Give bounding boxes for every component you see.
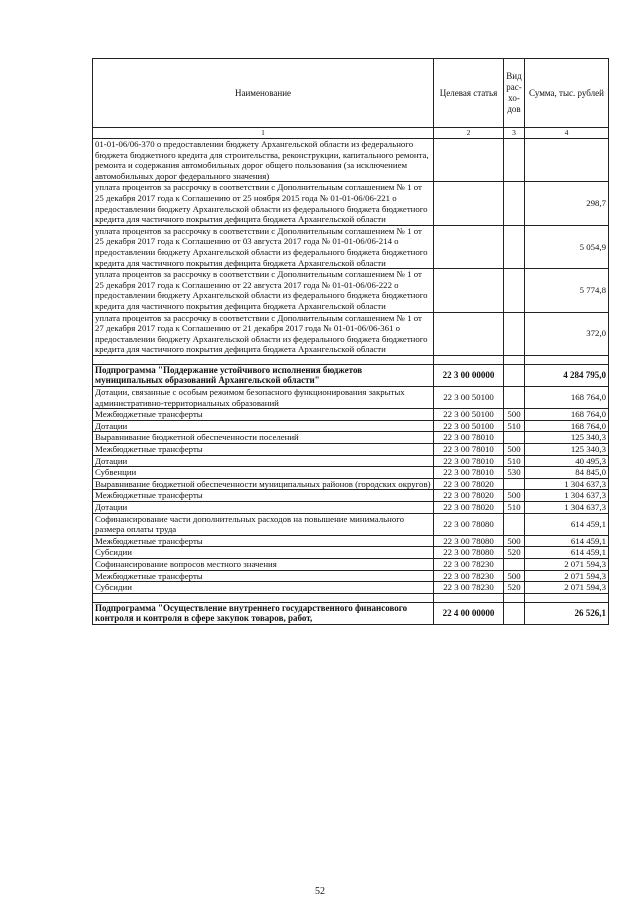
row-type: 520 (504, 582, 525, 594)
row-name: уплата процентов за рассрочку в соответствии с Дополнительным соглашением № 1 от 25 декабря 2017 года к Соглашению от 03 августа 2017 года № 01-01-06/06-214 о предоставлении бюджету Архангельской области из федерального бюджета бюджетного кредита для частичного покрытия дефицита бюджета Архангельской области (93, 225, 434, 268)
empty-cell (93, 355, 434, 364)
subprogram-name: Подпрограмма "Осуществление внутреннего государственного финансового контроля и контроля в сфере закупок товаров, работ, (93, 602, 434, 624)
empty-cell (93, 593, 434, 602)
empty-cell (434, 355, 504, 364)
row-type (504, 513, 525, 535)
row-type (504, 182, 525, 225)
table-row (93, 582, 609, 594)
column-number: 2 (434, 128, 504, 139)
row-amount: 1 304 637,3 (525, 502, 609, 514)
row-amount: 168 764,0 (525, 409, 609, 421)
empty-cell (504, 355, 525, 364)
table-row (93, 478, 609, 490)
row-code: 22 3 00 78010 (434, 432, 504, 444)
row-type: 500 (504, 535, 525, 547)
row-code: 22 3 00 78230 (434, 558, 504, 570)
table-row (93, 182, 609, 225)
table-row (93, 547, 609, 559)
table-row (93, 444, 609, 456)
row-name: Дотации (93, 420, 434, 432)
column-number: 3 (504, 128, 525, 139)
subprogram-amount: 26 526,1 (525, 602, 609, 624)
row-amount: 298,7 (525, 182, 609, 225)
subprogram-type (504, 364, 525, 386)
row-amount: 84 845,0 (525, 467, 609, 479)
row-amount: 40 495,3 (525, 455, 609, 467)
row-amount: 5 774,8 (525, 269, 609, 312)
table-row (93, 387, 609, 409)
row-code: 22 3 00 78230 (434, 582, 504, 594)
row-name: Субсидии (93, 547, 434, 559)
subprogram-amount: 4 284 795,0 (525, 364, 609, 386)
row-type (504, 269, 525, 312)
row-code (434, 139, 504, 182)
row-code: 22 3 00 78010 (434, 444, 504, 456)
row-amount: 372,0 (525, 312, 609, 355)
row-type: 520 (504, 547, 525, 559)
row-amount: 2 071 594,3 (525, 558, 609, 570)
row-code: 22 3 00 78020 (434, 478, 504, 490)
row-type (504, 432, 525, 444)
subprogram-row (93, 602, 609, 624)
row-code: 22 3 00 78010 (434, 455, 504, 467)
row-amount: 614 459,1 (525, 547, 609, 559)
row-name: уплата процентов за рассрочку в соответствии с Дополнительным соглашением № 1 от 25 декабря 2017 года к Соглашению от 25 ноября 2015 года № 01-01-06/06-221 о предоставлении бюджету Архангельской области из федерального бюджета бюджетного кредита для частичного покрытия дефицита бюджета Архангельской области (93, 182, 434, 225)
subprogram-name: Подпрограмма "Поддержание устойчивого исполнения бюджетов муниципальных образований Архангельской области" (93, 364, 434, 386)
header-sum: Сумма, тыс. рублей (525, 59, 609, 128)
row-name: Межбюджетные трансферты (93, 570, 434, 582)
row-type: 500 (504, 570, 525, 582)
row-type: 510 (504, 455, 525, 467)
spacer-row (93, 355, 609, 364)
row-code: 22 3 00 78080 (434, 535, 504, 547)
row-code (434, 312, 504, 355)
row-amount: 1 304 637,3 (525, 478, 609, 490)
row-code: 22 3 00 78230 (434, 570, 504, 582)
row-name: Софинансирование части дополнительных расходов на повышение минимального размера оплаты труда (93, 513, 434, 535)
row-amount (525, 139, 609, 182)
row-name: Выравнивание бюджетной обеспеченности муниципальных районов (городских округов) (93, 478, 434, 490)
table-row (93, 513, 609, 535)
row-type (504, 478, 525, 490)
subprogram-row (93, 364, 609, 386)
row-code: 22 3 00 78020 (434, 502, 504, 514)
header-expense-type: Вид рас-хо-дов (504, 59, 525, 128)
row-amount: 5 054,9 (525, 225, 609, 268)
row-code: 22 3 00 50100 (434, 409, 504, 421)
row-code: 22 3 00 78080 (434, 547, 504, 559)
page-number: 52 (315, 886, 325, 897)
row-amount: 2 071 594,3 (525, 570, 609, 582)
header-name: Наименование (93, 59, 434, 128)
row-amount: 2 071 594,3 (525, 582, 609, 594)
row-type (504, 139, 525, 182)
row-code: 22 3 00 78080 (434, 513, 504, 535)
row-type (504, 225, 525, 268)
row-name: Выравнивание бюджетной обеспеченности поселений (93, 432, 434, 444)
row-amount: 168 764,0 (525, 420, 609, 432)
table-row (93, 558, 609, 570)
table-header-row (93, 59, 609, 128)
row-code (434, 269, 504, 312)
row-code: 22 3 00 50100 (434, 387, 504, 409)
row-amount: 125 340,3 (525, 444, 609, 456)
row-type (504, 387, 525, 409)
row-name: Дотации, связанные с особым режимом безопасного функционирования закрытых административно-территориальных образований (93, 387, 434, 409)
table-row (93, 570, 609, 582)
row-name: Дотации (93, 502, 434, 514)
row-code (434, 225, 504, 268)
row-type (504, 558, 525, 570)
table-row (93, 535, 609, 547)
row-type: 500 (504, 409, 525, 421)
row-name: уплата процентов за рассрочку в соответствии с Дополнительным соглашением № 1 от 27 декабря 2017 года к Соглашению от 21 декабря 2017 года № 01-01-06/06-361 о предоставлении бюджету Архангельской области из федерального бюджета бюджетного кредита для частичного покрытия дефицита бюджета Архангельской области (93, 312, 434, 355)
row-name: Межбюджетные трансферты (93, 409, 434, 421)
row-code (434, 182, 504, 225)
row-type (504, 312, 525, 355)
row-amount: 168 764,0 (525, 387, 609, 409)
empty-cell (525, 593, 609, 602)
spacer-row (93, 593, 609, 602)
row-type: 530 (504, 467, 525, 479)
row-name: Межбюджетные трансферты (93, 535, 434, 547)
table-row (93, 409, 609, 421)
row-type: 500 (504, 444, 525, 456)
row-name: Субсидии (93, 582, 434, 594)
column-number: 1 (93, 128, 434, 139)
column-number-row (93, 128, 609, 139)
table-row (93, 502, 609, 514)
row-name: Софинансирование вопросов местного значения (93, 558, 434, 570)
budget-document (92, 58, 608, 625)
row-type: 500 (504, 490, 525, 502)
table-row (93, 139, 609, 182)
table-row (93, 490, 609, 502)
row-name: 01-01-06/06-370 о предоставлении бюджету Архангельской области из федерального бюджета бюджетного кредита для строительства, реконструкции, капитального ремонта, ремонта и содержания автомобильных дорог общего пользования (за исключением автомобильных дорог федерального значения) (93, 139, 434, 182)
row-name: Субвенции (93, 467, 434, 479)
row-type: 510 (504, 502, 525, 514)
table-row (93, 455, 609, 467)
row-name: Дотации (93, 455, 434, 467)
row-amount: 1 304 637,3 (525, 490, 609, 502)
table-row (93, 312, 609, 355)
row-name: уплата процентов за рассрочку в соответствии с Дополнительным соглашением № 1 от 25 декабря 2017 года к Соглашению от 22 августа 2017 года № 01-01-06/06-222 о предоставлении бюджету Архангельской области из федерального бюджета бюджетного кредита для частичного покрытия дефицита бюджета Архангельской области (93, 269, 434, 312)
empty-cell (504, 593, 525, 602)
row-code: 22 3 00 78020 (434, 490, 504, 502)
table-row (93, 225, 609, 268)
subprogram-code: 22 3 00 00000 (434, 364, 504, 386)
row-name: Межбюджетные трансферты (93, 490, 434, 502)
table-row (93, 432, 609, 444)
subprogram-type (504, 602, 525, 624)
table-row (93, 269, 609, 312)
header-target-article: Целевая статья (434, 59, 504, 128)
row-amount: 614 459,1 (525, 513, 609, 535)
row-name: Межбюджетные трансферты (93, 444, 434, 456)
column-number: 4 (525, 128, 609, 139)
empty-cell (525, 355, 609, 364)
subprogram-code: 22 4 00 00000 (434, 602, 504, 624)
budget-table (92, 58, 609, 625)
row-type: 510 (504, 420, 525, 432)
row-code: 22 3 00 78010 (434, 467, 504, 479)
table-row (93, 467, 609, 479)
table-row (93, 420, 609, 432)
row-code: 22 3 00 50100 (434, 420, 504, 432)
empty-cell (434, 593, 504, 602)
row-amount: 125 340,3 (525, 432, 609, 444)
row-amount: 614 459,1 (525, 535, 609, 547)
